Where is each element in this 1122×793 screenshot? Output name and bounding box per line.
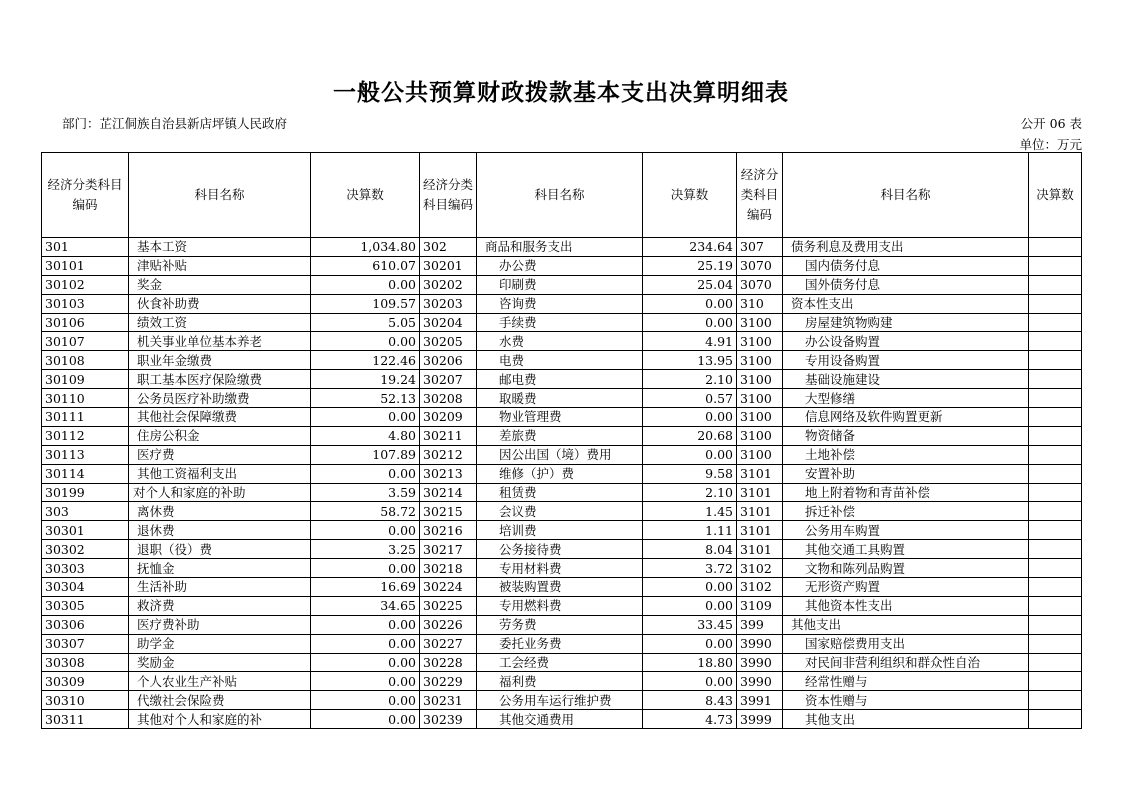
- cell-code-1: 30101: [42, 256, 129, 275]
- cell-name-3: 专用设备购置: [783, 351, 1029, 370]
- cell-amount-2: 0.00: [643, 313, 737, 332]
- cell-amount-1: 0.00: [311, 653, 420, 672]
- cell-code-1: 30304: [42, 578, 129, 597]
- cell-amount-1: 4.80: [311, 426, 420, 445]
- cell-amount-3: [1029, 521, 1082, 540]
- form-number: 公开 06 表: [1020, 116, 1082, 131]
- cell-name-3: 国外债务付息: [783, 275, 1029, 294]
- cell-code-2: 30206: [420, 351, 477, 370]
- cell-amount-3: [1029, 275, 1082, 294]
- cell-code-3: 399: [737, 615, 783, 634]
- cell-name-2: 办公费: [477, 256, 643, 275]
- cell-code-2: 30224: [420, 578, 477, 597]
- cell-amount-3: [1029, 464, 1082, 483]
- table-row: [42, 426, 1082, 445]
- cell-amount-3: [1029, 408, 1082, 427]
- cell-amount-2: 0.00: [643, 408, 737, 427]
- cell-amount-3: [1029, 615, 1082, 634]
- cell-name-1: 其他工资福利支出: [129, 464, 311, 483]
- table-row: [42, 445, 1082, 464]
- cell-code-2: 30201: [420, 256, 477, 275]
- cell-name-2: 租赁费: [477, 483, 643, 502]
- cell-amount-1: 0.00: [311, 464, 420, 483]
- cell-code-2: 30225: [420, 596, 477, 615]
- cell-amount-1: 58.72: [311, 502, 420, 521]
- cell-amount-1: 122.46: [311, 351, 420, 370]
- cell-name-2: 印刷费: [477, 275, 643, 294]
- cell-name-1: 代缴社会保险费: [129, 691, 311, 710]
- table-row: [42, 275, 1082, 294]
- cell-amount-3: [1029, 332, 1082, 351]
- cell-amount-1: 0.00: [311, 672, 420, 691]
- cell-name-3: 土地补偿: [783, 445, 1029, 464]
- cell-amount-1: 16.69: [311, 578, 420, 597]
- cell-code-1: 301: [42, 238, 129, 257]
- cell-amount-3: [1029, 389, 1082, 408]
- cell-name-3: 信息网络及软件购置更新: [783, 408, 1029, 427]
- cell-amount-3: [1029, 502, 1082, 521]
- table-row: [42, 691, 1082, 710]
- cell-amount-3: [1029, 313, 1082, 332]
- cell-amount-1: 109.57: [311, 294, 420, 313]
- cell-name-1: 津贴补贴: [129, 256, 311, 275]
- cell-amount-1: 34.65: [311, 596, 420, 615]
- table-row: [42, 540, 1082, 559]
- cell-code-3: 310: [737, 294, 783, 313]
- header-amount-2: 决算数: [643, 153, 737, 238]
- cell-code-1: 30109: [42, 370, 129, 389]
- cell-name-1: 职业年金缴费: [129, 351, 311, 370]
- cell-amount-2: 2.10: [643, 370, 737, 389]
- cell-code-3: 3102: [737, 559, 783, 578]
- cell-name-1: 生活补助: [129, 578, 311, 597]
- cell-amount-2: 25.19: [643, 256, 737, 275]
- cell-amount-1: 52.13: [311, 389, 420, 408]
- cell-name-2: 电费: [477, 351, 643, 370]
- table-row: [42, 596, 1082, 615]
- cell-name-3: 无形资产购置: [783, 578, 1029, 597]
- unit-label: 单位：万元: [1019, 137, 1082, 152]
- cell-code-2: 30216: [420, 521, 477, 540]
- cell-amount-2: 0.57: [643, 389, 737, 408]
- cell-name-2: 物业管理费: [477, 408, 643, 427]
- cell-name-1: 绩效工资: [129, 313, 311, 332]
- cell-amount-3: [1029, 634, 1082, 653]
- cell-name-3: 拆迁补偿: [783, 502, 1029, 521]
- cell-amount-2: 20.68: [643, 426, 737, 445]
- cell-amount-2: 25.04: [643, 275, 737, 294]
- cell-amount-3: [1029, 445, 1082, 464]
- cell-amount-1: 0.00: [311, 521, 420, 540]
- cell-name-2: 维修（护）费: [477, 464, 643, 483]
- cell-name-2: 因公出国（境）费用: [477, 445, 643, 464]
- cell-amount-2: 9.58: [643, 464, 737, 483]
- cell-name-1: 退职（役）费: [129, 540, 311, 559]
- cell-code-3: 3100: [737, 351, 783, 370]
- cell-name-3: 国家赔偿费用支出: [783, 634, 1029, 653]
- table-row: [42, 615, 1082, 634]
- cell-code-2: 30204: [420, 313, 477, 332]
- cell-code-3: 3101: [737, 521, 783, 540]
- cell-name-3: 债务利息及费用支出: [783, 238, 1029, 257]
- department-label: 部门：芷江侗族自治县新店坪镇人民政府: [62, 116, 288, 131]
- cell-code-3: 307: [737, 238, 783, 257]
- cell-amount-3: [1029, 370, 1082, 389]
- cell-code-1: 30107: [42, 332, 129, 351]
- cell-name-3: 基础设施建设: [783, 370, 1029, 389]
- cell-amount-2: 0.00: [643, 578, 737, 597]
- cell-code-2: 30229: [420, 672, 477, 691]
- cell-amount-1: 610.07: [311, 256, 420, 275]
- cell-name-3: 文物和陈列品购置: [783, 559, 1029, 578]
- table-row: [42, 521, 1082, 540]
- cell-name-3: 大型修缮: [783, 389, 1029, 408]
- cell-amount-3: [1029, 596, 1082, 615]
- cell-amount-1: 0.00: [311, 275, 420, 294]
- cell-amount-2: 4.91: [643, 332, 737, 351]
- cell-code-2: 30214: [420, 483, 477, 502]
- cell-name-1: 抚恤金: [129, 559, 311, 578]
- cell-code-1: 303: [42, 502, 129, 521]
- expenditure-table: [41, 152, 1082, 729]
- cell-code-3: 3100: [737, 313, 783, 332]
- cell-amount-3: [1029, 710, 1082, 729]
- cell-code-3: 3991: [737, 691, 783, 710]
- cell-code-3: 3109: [737, 596, 783, 615]
- cell-name-2: 培训费: [477, 521, 643, 540]
- cell-code-2: 30215: [420, 502, 477, 521]
- cell-code-3: 3999: [737, 710, 783, 729]
- cell-name-2: 取暖费: [477, 389, 643, 408]
- cell-name-1: 对个人和家庭的补助: [129, 483, 311, 502]
- cell-amount-3: [1029, 294, 1082, 313]
- cell-name-2: 公务接待费: [477, 540, 643, 559]
- cell-name-2: 会议费: [477, 502, 643, 521]
- cell-code-2: 30209: [420, 408, 477, 427]
- cell-name-3: 资本性支出: [783, 294, 1029, 313]
- cell-code-2: 30239: [420, 710, 477, 729]
- cell-name-1: 其他对个人和家庭的补: [129, 710, 311, 729]
- page-title: 一般公共预算财政拨款基本支出决算明细表: [333, 79, 789, 106]
- cell-amount-3: [1029, 672, 1082, 691]
- header-name-3: 科目名称: [783, 153, 1029, 238]
- header-code-3: 经济分类科目编码: [737, 153, 783, 238]
- cell-code-2: 30217: [420, 540, 477, 559]
- cell-name-3: 安置补助: [783, 464, 1029, 483]
- cell-code-3: 3101: [737, 540, 783, 559]
- cell-name-1: 医疗费补助: [129, 615, 311, 634]
- cell-code-1: 30103: [42, 294, 129, 313]
- cell-amount-2: 18.80: [643, 653, 737, 672]
- cell-amount-1: 0.00: [311, 615, 420, 634]
- cell-amount-3: [1029, 351, 1082, 370]
- cell-amount-3: [1029, 426, 1082, 445]
- cell-name-2: 工会经费: [477, 653, 643, 672]
- cell-code-2: 302: [420, 238, 477, 257]
- cell-name-3: 资本性赠与: [783, 691, 1029, 710]
- cell-amount-3: [1029, 540, 1082, 559]
- cell-code-1: 30302: [42, 540, 129, 559]
- cell-name-1: 其他社会保障缴费: [129, 408, 311, 427]
- cell-code-2: 30226: [420, 615, 477, 634]
- cell-code-3: 3100: [737, 408, 783, 427]
- cell-name-1: 职工基本医疗保险缴费: [129, 370, 311, 389]
- cell-code-2: 30205: [420, 332, 477, 351]
- table-row: [42, 256, 1082, 275]
- cell-code-3: 3990: [737, 672, 783, 691]
- cell-amount-1: 0.00: [311, 634, 420, 653]
- cell-amount-2: 234.64: [643, 238, 737, 257]
- cell-name-1: 基本工资: [129, 238, 311, 257]
- cell-code-3: 3101: [737, 483, 783, 502]
- table-row: [42, 578, 1082, 597]
- table-row: [42, 370, 1082, 389]
- cell-code-2: 30227: [420, 634, 477, 653]
- cell-amount-1: 19.24: [311, 370, 420, 389]
- header-code-2: 经济分类科目编码: [420, 153, 477, 238]
- cell-code-2: 30213: [420, 464, 477, 483]
- cell-name-2: 委托业务费: [477, 634, 643, 653]
- cell-name-1: 退休费: [129, 521, 311, 540]
- cell-code-1: 30310: [42, 691, 129, 710]
- cell-name-2: 公务用车运行维护费: [477, 691, 643, 710]
- cell-amount-3: [1029, 653, 1082, 672]
- cell-code-2: 30211: [420, 426, 477, 445]
- cell-name-1: 奖金: [129, 275, 311, 294]
- cell-name-2: 专用材料费: [477, 559, 643, 578]
- cell-name-2: 专用燃料费: [477, 596, 643, 615]
- cell-code-1: 30301: [42, 521, 129, 540]
- cell-amount-3: [1029, 559, 1082, 578]
- cell-code-1: 30309: [42, 672, 129, 691]
- cell-amount-1: 5.05: [311, 313, 420, 332]
- table-row: [42, 672, 1082, 691]
- cell-code-1: 30305: [42, 596, 129, 615]
- header-code-1: 经济分类科目编码: [42, 153, 129, 238]
- cell-name-2: 福利费: [477, 672, 643, 691]
- cell-name-1: 住房公积金: [129, 426, 311, 445]
- header-amount-1: 决算数: [311, 153, 420, 238]
- cell-amount-2: 13.95: [643, 351, 737, 370]
- cell-code-3: 3100: [737, 426, 783, 445]
- cell-name-2: 差旅费: [477, 426, 643, 445]
- cell-name-3: 经常性赠与: [783, 672, 1029, 691]
- cell-code-2: 30212: [420, 445, 477, 464]
- cell-amount-2: 2.10: [643, 483, 737, 502]
- cell-code-1: 30306: [42, 615, 129, 634]
- cell-name-3: 办公设备购置: [783, 332, 1029, 351]
- cell-name-1: 机关事业单位基本养老: [129, 332, 311, 351]
- cell-amount-3: [1029, 483, 1082, 502]
- table-row: [42, 332, 1082, 351]
- cell-amount-1: 0.00: [311, 559, 420, 578]
- cell-name-2: 水费: [477, 332, 643, 351]
- cell-code-2: 30208: [420, 389, 477, 408]
- cell-amount-2: 33.45: [643, 615, 737, 634]
- cell-code-1: 30199: [42, 483, 129, 502]
- cell-code-3: 3100: [737, 445, 783, 464]
- cell-code-1: 30113: [42, 445, 129, 464]
- cell-name-3: 公务用车购置: [783, 521, 1029, 540]
- cell-code-2: 30218: [420, 559, 477, 578]
- cell-code-2: 30202: [420, 275, 477, 294]
- cell-name-2: 劳务费: [477, 615, 643, 634]
- cell-amount-1: 1,034.80: [311, 238, 420, 257]
- cell-name-2: 手续费: [477, 313, 643, 332]
- cell-amount-1: 0.00: [311, 710, 420, 729]
- cell-code-1: 30308: [42, 653, 129, 672]
- cell-amount-2: 0.00: [643, 294, 737, 313]
- cell-code-1: 30102: [42, 275, 129, 294]
- cell-code-2: 30203: [420, 294, 477, 313]
- cell-amount-2: 4.73: [643, 710, 737, 729]
- cell-amount-2: 0.00: [643, 634, 737, 653]
- cell-code-1: 30111: [42, 408, 129, 427]
- cell-name-3: 对民间非营利组织和群众性自治: [783, 653, 1029, 672]
- cell-amount-2: 3.72: [643, 559, 737, 578]
- cell-code-3: 3100: [737, 389, 783, 408]
- cell-amount-2: 8.04: [643, 540, 737, 559]
- cell-amount-3: [1029, 691, 1082, 710]
- cell-amount-1: 0.00: [311, 408, 420, 427]
- cell-amount-3: [1029, 578, 1082, 597]
- header-name-2: 科目名称: [477, 153, 643, 238]
- cell-amount-3: [1029, 256, 1082, 275]
- cell-amount-2: 1.45: [643, 502, 737, 521]
- cell-name-3: 其他支出: [783, 615, 1029, 634]
- table-header-row: [42, 153, 1082, 238]
- table-row: [42, 294, 1082, 313]
- cell-name-3: 其他交通工具购置: [783, 540, 1029, 559]
- cell-name-1: 奖励金: [129, 653, 311, 672]
- cell-amount-2: 1.11: [643, 521, 737, 540]
- cell-code-1: 30110: [42, 389, 129, 408]
- cell-code-2: 30228: [420, 653, 477, 672]
- table-row: [42, 351, 1082, 370]
- cell-code-1: 30112: [42, 426, 129, 445]
- cell-amount-3: [1029, 238, 1082, 257]
- cell-name-3: 房屋建筑物购建: [783, 313, 1029, 332]
- cell-name-2: 其他交通费用: [477, 710, 643, 729]
- cell-amount-1: 107.89: [311, 445, 420, 464]
- cell-name-1: 伙食补助费: [129, 294, 311, 313]
- cell-name-3: 其他资本性支出: [783, 596, 1029, 615]
- cell-code-3: 3070: [737, 275, 783, 294]
- cell-code-3: 3100: [737, 370, 783, 389]
- cell-name-1: 个人农业生产补贴: [129, 672, 311, 691]
- header-amount-3: 决算数: [1029, 153, 1082, 238]
- table-row: [42, 653, 1082, 672]
- cell-code-3: 3102: [737, 578, 783, 597]
- header-name-1: 科目名称: [129, 153, 311, 238]
- cell-name-1: 离休费: [129, 502, 311, 521]
- cell-name-1: 助学金: [129, 634, 311, 653]
- cell-code-1: 30307: [42, 634, 129, 653]
- table-row: [42, 502, 1082, 521]
- cell-name-3: 其他支出: [783, 710, 1029, 729]
- cell-code-3: 3101: [737, 502, 783, 521]
- cell-name-2: 咨询费: [477, 294, 643, 313]
- cell-code-3: 3990: [737, 634, 783, 653]
- cell-name-2: 邮电费: [477, 370, 643, 389]
- cell-name-1: 医疗费: [129, 445, 311, 464]
- cell-name-3: 物资储备: [783, 426, 1029, 445]
- cell-amount-2: 0.00: [643, 672, 737, 691]
- table-row: [42, 483, 1082, 502]
- cell-amount-2: 8.43: [643, 691, 737, 710]
- table-row: [42, 389, 1082, 408]
- cell-amount-1: 3.59: [311, 483, 420, 502]
- cell-code-3: 3990: [737, 653, 783, 672]
- table-row: [42, 559, 1082, 578]
- cell-name-3: 地上附着物和青苗补偿: [783, 483, 1029, 502]
- cell-name-2: 被装购置费: [477, 578, 643, 597]
- cell-code-1: 30311: [42, 710, 129, 729]
- cell-amount-1: 0.00: [311, 332, 420, 351]
- cell-code-1: 30114: [42, 464, 129, 483]
- cell-code-1: 30106: [42, 313, 129, 332]
- cell-name-1: 救济费: [129, 596, 311, 615]
- cell-amount-2: 0.00: [643, 445, 737, 464]
- cell-amount-2: 0.00: [643, 596, 737, 615]
- cell-code-3: 3100: [737, 332, 783, 351]
- cell-code-2: 30207: [420, 370, 477, 389]
- cell-code-2: 30231: [420, 691, 477, 710]
- cell-name-1: 公务员医疗补助缴费: [129, 389, 311, 408]
- table-row: [42, 710, 1082, 729]
- cell-code-3: 3070: [737, 256, 783, 275]
- table-body: [42, 238, 1082, 729]
- table-row: [42, 464, 1082, 483]
- cell-name-3: 国内债务付息: [783, 256, 1029, 275]
- cell-amount-1: 3.25: [311, 540, 420, 559]
- table-row: [42, 408, 1082, 427]
- cell-code-1: 30303: [42, 559, 129, 578]
- cell-code-3: 3101: [737, 464, 783, 483]
- table-row: [42, 634, 1082, 653]
- table-row: [42, 238, 1082, 257]
- cell-code-1: 30108: [42, 351, 129, 370]
- cell-name-2: 商品和服务支出: [477, 238, 643, 257]
- table-row: [42, 313, 1082, 332]
- cell-amount-1: 0.00: [311, 691, 420, 710]
